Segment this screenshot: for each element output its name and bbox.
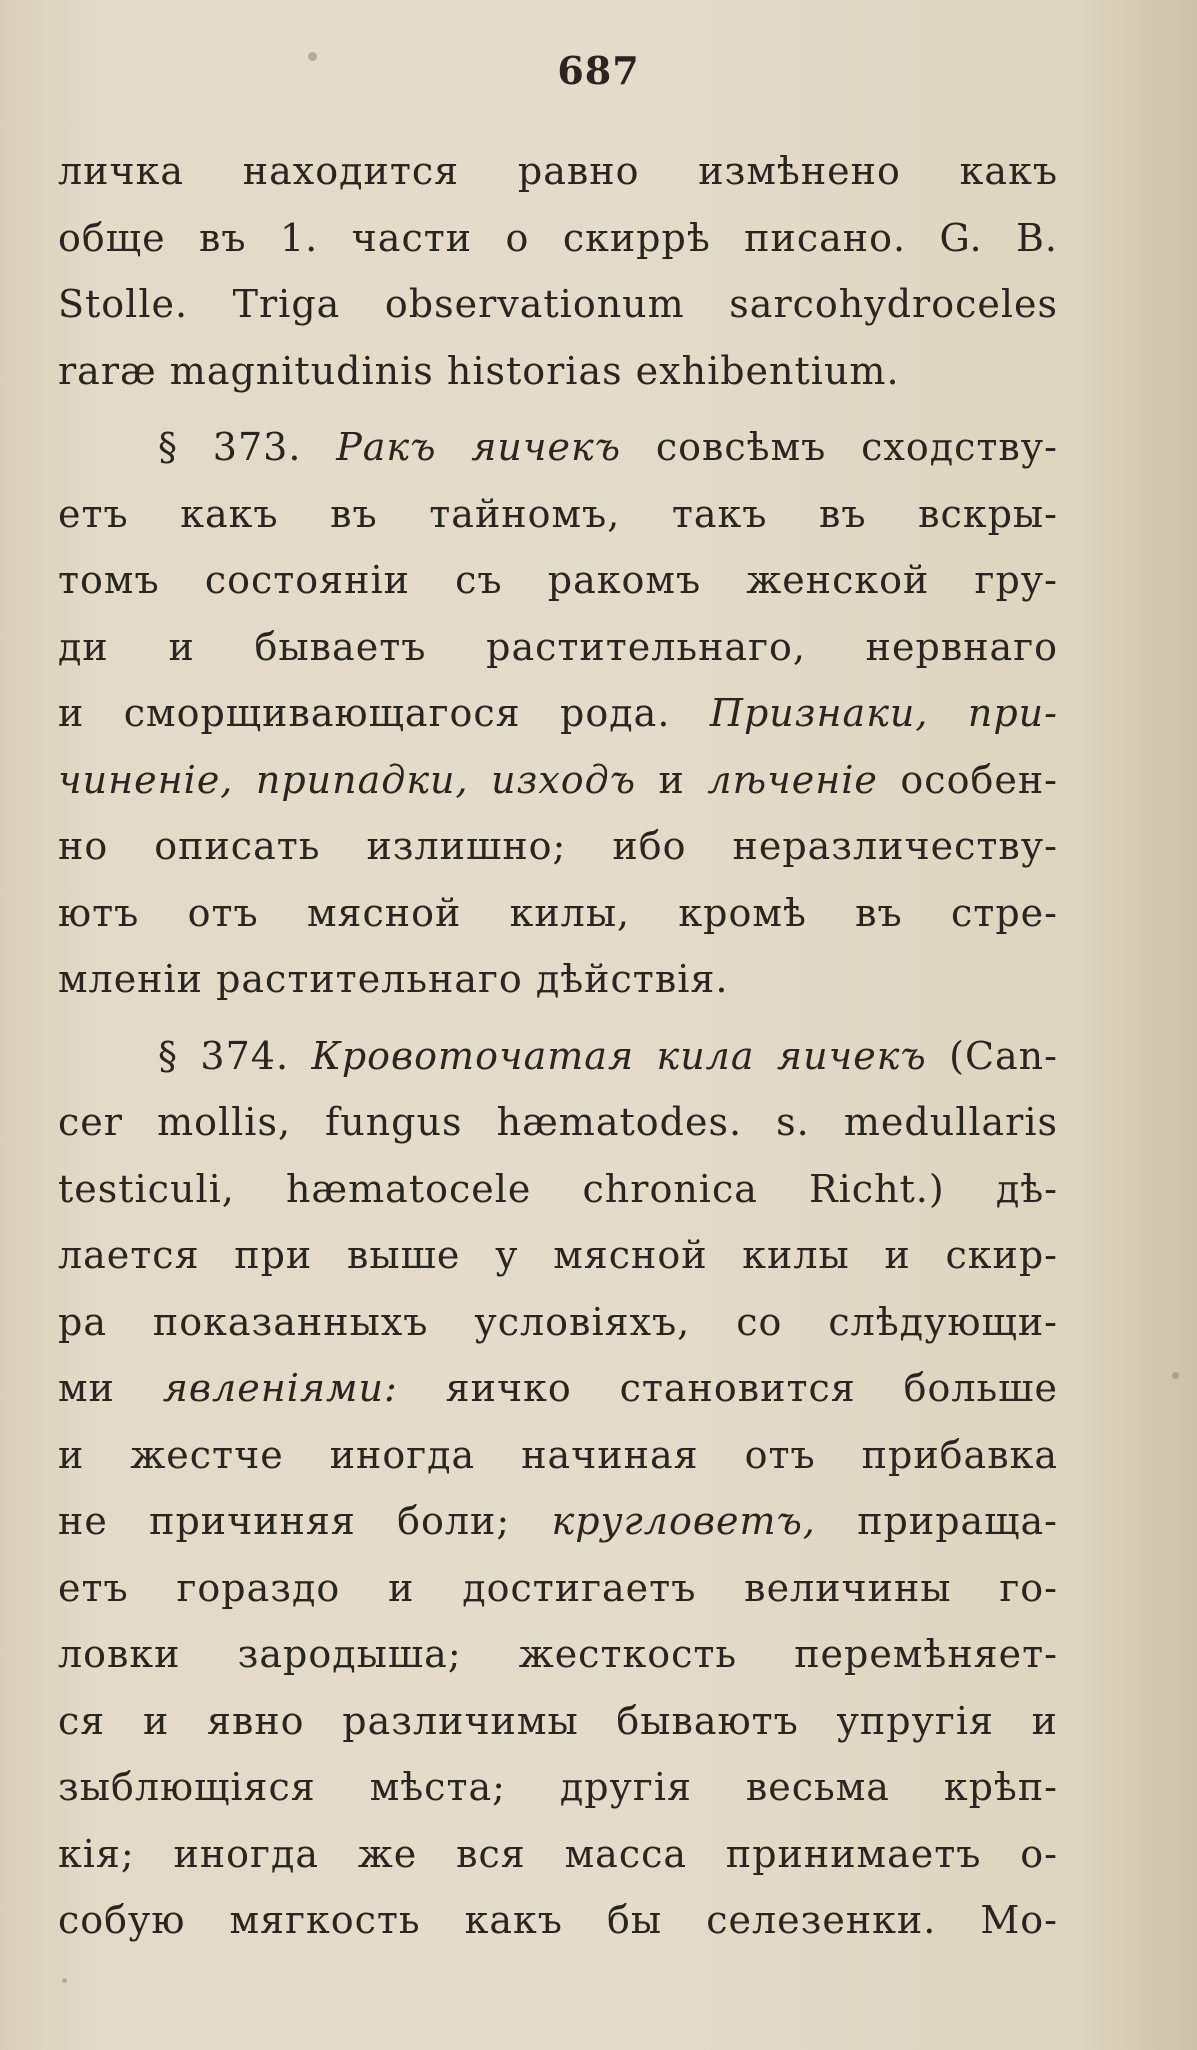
text-segment: и	[636, 757, 708, 802]
italic-term: явленіями:	[162, 1366, 398, 1410]
paragraph-gap	[58, 1013, 1058, 1023]
text-segment: и сморщивающагося рода.	[58, 691, 710, 735]
italic-term: чиненіе, припадки, изходъ	[58, 757, 637, 802]
paper-speck	[62, 1978, 67, 1983]
body-text	[58, 138, 1058, 1954]
text-line	[58, 680, 1058, 747]
paragraph-gap	[58, 404, 1058, 414]
text-line: кія; иногда же вся масса принимаетъ о-	[58, 1831, 1058, 1876]
text-line: етъ гораздо и достигаетъ величины го-	[58, 1565, 1058, 1610]
italic-term: Признаки, при-	[709, 691, 1058, 735]
text-line: етъ какъ въ тайномъ, такъ въ вскры-	[58, 491, 1058, 536]
text-segment: яичко становится больше	[397, 1366, 1058, 1410]
paragraph-section-374	[58, 1023, 1058, 1954]
paragraph-section-373	[58, 414, 1058, 1013]
text-segment: (Can-	[926, 1033, 1058, 1078]
text-line: raræ magnitudinis historias exhibentium.	[58, 348, 900, 393]
text-line: и жестче иногда начиная отъ прибавка	[58, 1432, 1058, 1477]
text-line	[58, 1023, 1058, 1090]
text-segment: совсѣмъ сходству-	[621, 425, 1058, 469]
text-line: личка находится равно измѣнено какъ	[58, 149, 1058, 193]
text-line: лается при выше у мясной килы и скир-	[58, 1233, 1058, 1277]
text-line	[58, 414, 1058, 481]
text-line: ютъ отъ мясной килы, кромѣ въ стре-	[58, 890, 1058, 935]
text-line: зыблющіяся мѣста; другія весьма крѣп-	[58, 1765, 1058, 1809]
text-segment: не причиняя боли;	[58, 1499, 552, 1543]
paragraph-continuation	[58, 138, 1058, 404]
text-line: cer mollis, fungus hæmatodes. s. medullaris	[58, 1100, 1058, 1144]
text-line: обще въ 1. части о скиррѣ писано. G. B.	[58, 215, 1058, 260]
text-line	[58, 1488, 1058, 1555]
text-segment: ми	[58, 1366, 163, 1410]
text-line: мленіи растительнаго дѣйствія.	[58, 957, 729, 1001]
text-segment: § 373.	[158, 425, 337, 469]
text-line: testiculi, hæmatocele chronica Richt.) дѣ-	[58, 1166, 1058, 1211]
italic-term: Кровоточатая кила яичекъ	[311, 1033, 927, 1078]
paper-speck	[1172, 1372, 1179, 1379]
text-line: ловки зародыша; жесткость перемѣняет-	[58, 1632, 1058, 1676]
text-line: ра показанныхъ условіяхъ, со слѣдующи-	[58, 1299, 1058, 1344]
text-line: Stolle. Triga observationum sarcohydroceles	[58, 282, 1058, 326]
text-line: томъ состояніи съ ракомъ женской гру-	[58, 558, 1058, 602]
text-line: ди и бываетъ растительнаго, нервнаго	[58, 624, 1058, 669]
paper-speck	[308, 52, 317, 61]
italic-term: кругловетъ,	[551, 1499, 816, 1543]
text-line	[58, 747, 1058, 814]
text-line	[58, 1355, 1058, 1422]
page-number: 687	[557, 48, 640, 93]
text-segment: § 374.	[158, 1033, 312, 1078]
italic-term: Ракъ яичекъ	[336, 425, 622, 469]
text-segment: особен-	[877, 757, 1058, 802]
italic-term: лѣченіе	[707, 757, 878, 802]
text-line: собую мягкость какъ бы селезенки. Мо-	[58, 1898, 1058, 1942]
text-line: ся и явно различимы бываютъ упругія и	[58, 1698, 1058, 1743]
text-line: но описать излишно; ибо неразличеству-	[58, 824, 1058, 868]
text-segment: приращa-	[815, 1499, 1058, 1543]
